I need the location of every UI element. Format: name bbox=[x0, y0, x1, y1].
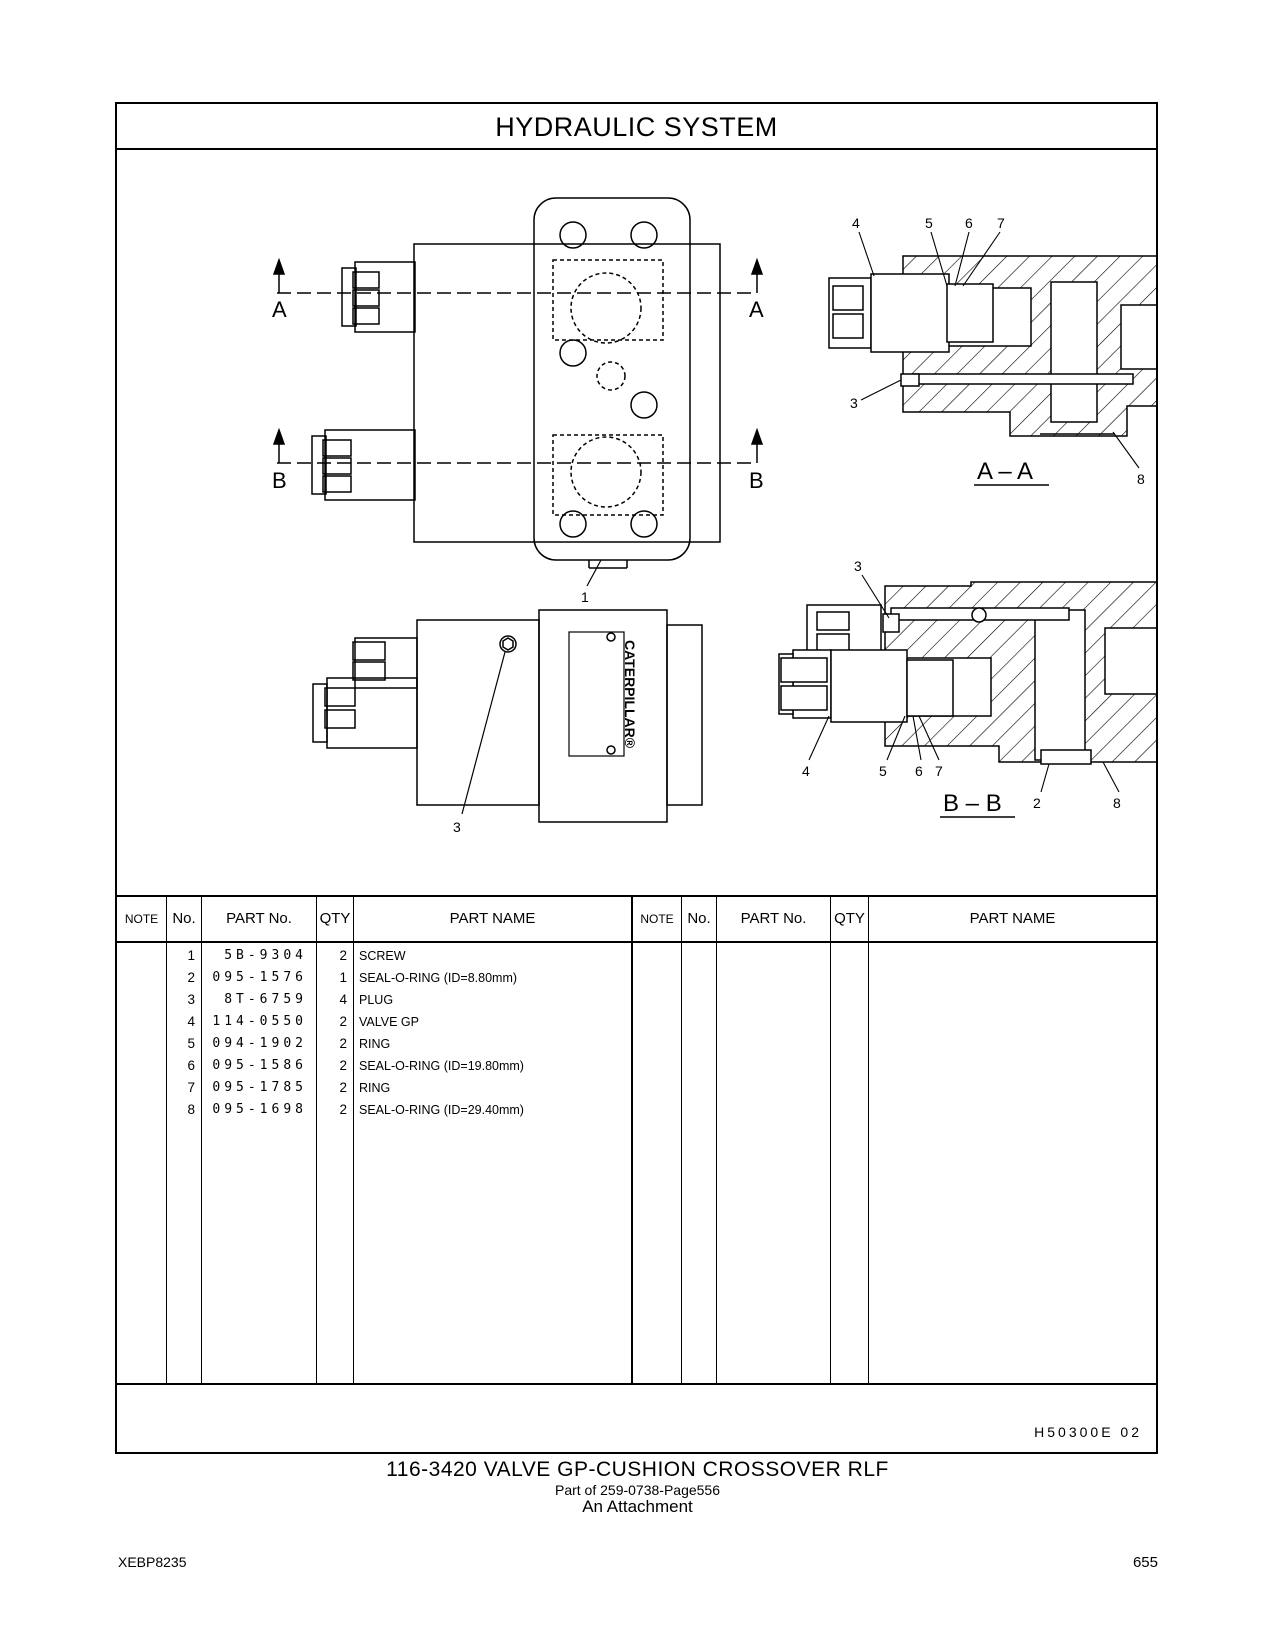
col-qty-header-2: QTY bbox=[831, 897, 868, 943]
table-row bbox=[117, 1077, 631, 1099]
part-of-reference: Part of 259-0738-Page556 bbox=[554, 1482, 720, 1498]
callout-bb-6: 6 bbox=[915, 763, 923, 779]
callout-aa-5: 5 bbox=[925, 215, 933, 231]
row-no: 1 bbox=[187, 948, 195, 963]
callout-aa-8: 8 bbox=[1137, 471, 1145, 487]
row-no: 3 bbox=[187, 992, 195, 1007]
table-row bbox=[117, 945, 631, 967]
row-part-no: 095-1698 bbox=[212, 1102, 307, 1117]
col-note-header: NOTE bbox=[117, 897, 166, 943]
row-part-no: 095-1576 bbox=[212, 970, 307, 985]
table-row bbox=[117, 967, 631, 989]
table-row bbox=[117, 989, 631, 1011]
col-note-header-2: NOTE bbox=[633, 897, 681, 943]
table-divider bbox=[681, 897, 682, 1383]
row-qty: 2 bbox=[339, 1102, 347, 1117]
col-qty-header: QTY bbox=[317, 897, 353, 943]
row-no: 2 bbox=[187, 970, 195, 985]
callout-bb-3: 3 bbox=[854, 558, 862, 574]
sheet-footer bbox=[117, 1383, 1156, 1454]
row-part-no: 8T-6759 bbox=[224, 992, 307, 1007]
row-part-no: 095-1586 bbox=[212, 1058, 307, 1073]
row-part-no: 095-1785 bbox=[212, 1080, 307, 1095]
row-no: 6 bbox=[187, 1058, 195, 1073]
callout-bb-5: 5 bbox=[879, 763, 887, 779]
callout-aa-6: 6 bbox=[965, 215, 973, 231]
table-divider bbox=[868, 897, 869, 1383]
col-part-name-header-2: PART NAME bbox=[869, 897, 1156, 943]
callout-bb-4: 4 bbox=[802, 763, 810, 779]
row-qty: 4 bbox=[339, 992, 347, 1007]
assembly-title: 116-3420 VALVE GP-CUSHION CROSSOVER RLF bbox=[386, 1458, 889, 1481]
row-qty: 2 bbox=[339, 1058, 347, 1073]
row-part-name: SEAL-O-RING (ID=19.80mm) bbox=[359, 1059, 524, 1073]
callout-aa-3: 3 bbox=[850, 395, 858, 411]
col-no-header-2: No. bbox=[682, 897, 716, 943]
table-row bbox=[117, 1033, 631, 1055]
col-part-no-header: PART No. bbox=[202, 897, 316, 943]
col-part-name-header: PART NAME bbox=[354, 897, 631, 943]
table-row bbox=[117, 1099, 631, 1121]
sheet-title: HYDRAULIC SYSTEM bbox=[117, 104, 1156, 150]
row-qty: 2 bbox=[339, 1080, 347, 1095]
exploded-view-drawing bbox=[117, 150, 1156, 895]
callout-3-side: 3 bbox=[453, 819, 461, 835]
col-no-header: No. bbox=[167, 897, 201, 943]
row-no: 8 bbox=[187, 1102, 195, 1117]
section-cut-lines bbox=[274, 260, 762, 463]
callout-bb-2: 2 bbox=[1033, 795, 1041, 811]
section-a-left-label: A bbox=[272, 297, 287, 322]
section-aa-view bbox=[829, 256, 1156, 436]
section-b-right-label: B bbox=[749, 468, 764, 493]
document-id: XEBP8235 bbox=[118, 1554, 187, 1570]
valve-side-view bbox=[313, 610, 702, 822]
row-part-name: SEAL-O-RING (ID=8.80mm) bbox=[359, 971, 518, 985]
row-part-name: VALVE GP bbox=[359, 1015, 419, 1029]
callout-bb-8: 8 bbox=[1113, 795, 1121, 811]
table-row bbox=[117, 1055, 631, 1077]
row-part-no: 094-1902 bbox=[212, 1036, 307, 1051]
page-number: 655 bbox=[1132, 1554, 1158, 1571]
row-no: 7 bbox=[187, 1080, 195, 1095]
row-part-name: SEAL-O-RING (ID=29.40mm) bbox=[359, 1103, 524, 1117]
attachment-note: An Attachment bbox=[582, 1497, 693, 1516]
section-bb-view bbox=[779, 582, 1156, 764]
callout-1-top: 1 bbox=[581, 589, 589, 605]
caterpillar-plate-text: CATERPILLAR® bbox=[622, 640, 638, 749]
section-a-right-label: A bbox=[749, 297, 764, 322]
section-bb-label: B – B bbox=[943, 790, 1002, 817]
row-part-name: PLUG bbox=[359, 993, 394, 1007]
callout-aa-7: 7 bbox=[997, 215, 1005, 231]
row-part-no: 5B-9304 bbox=[224, 948, 307, 963]
row-no: 4 bbox=[187, 1014, 195, 1029]
section-aa-label: A – A bbox=[977, 458, 1034, 485]
col-part-no-header-2: PART No. bbox=[717, 897, 830, 943]
table-row bbox=[117, 1011, 631, 1033]
parts-sheet-frame bbox=[115, 102, 1158, 1454]
callout-bb-7: 7 bbox=[935, 763, 943, 779]
row-part-no: 114-0550 bbox=[212, 1014, 307, 1029]
row-qty: 2 bbox=[339, 948, 347, 963]
row-qty: 2 bbox=[339, 1036, 347, 1051]
table-divider bbox=[830, 897, 831, 1383]
parts-list-table bbox=[117, 895, 1156, 1383]
table-divider bbox=[716, 897, 717, 1383]
row-part-name: RING bbox=[359, 1081, 391, 1095]
row-part-name: RING bbox=[359, 1037, 391, 1051]
valve-top-view bbox=[312, 198, 720, 568]
row-no: 5 bbox=[187, 1036, 195, 1051]
section-b-left-label: B bbox=[272, 468, 287, 493]
callout-aa-4: 4 bbox=[852, 215, 860, 231]
row-part-name: SCREW bbox=[359, 949, 406, 963]
table-divider bbox=[631, 897, 633, 1383]
row-qty: 1 bbox=[339, 970, 347, 985]
drawing-code: H50300E 02 bbox=[1034, 1424, 1142, 1440]
row-qty: 2 bbox=[339, 1014, 347, 1029]
